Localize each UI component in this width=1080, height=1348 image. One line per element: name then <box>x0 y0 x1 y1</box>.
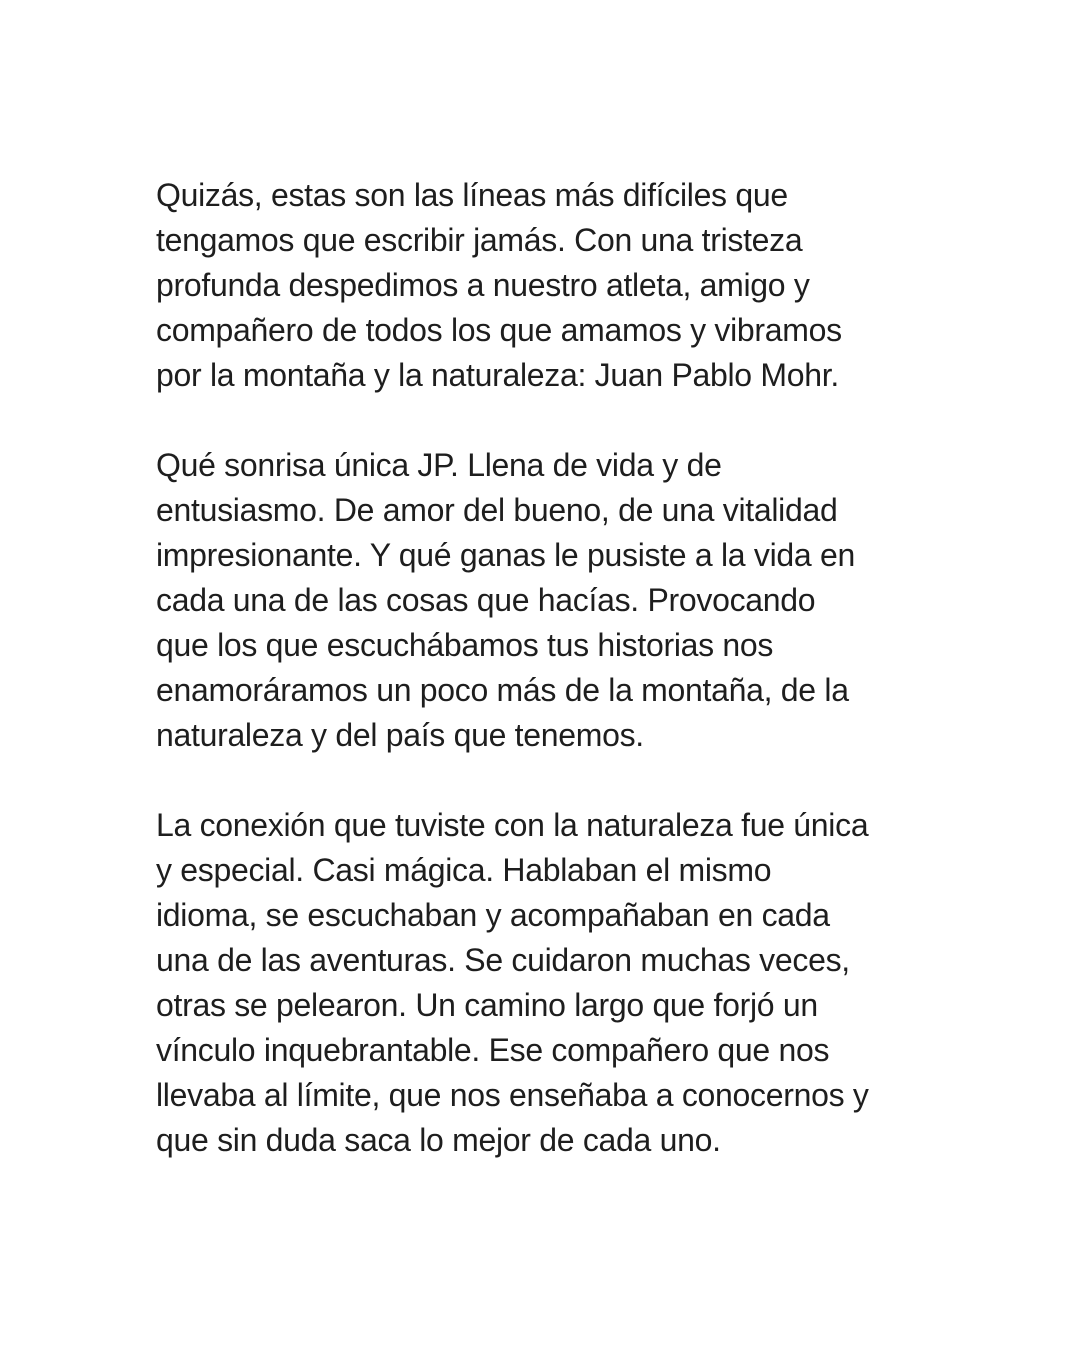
text-line: Quizás, estas son las líneas más difíciles que <box>156 177 788 213</box>
text-line: entusiasmo. De amor del bueno, de una vitalidad <box>156 492 838 528</box>
text-line: idioma, se escuchaban y acompañaban en cada <box>156 897 830 933</box>
text-line: tengamos que escribir jamás. Con una tristeza <box>156 222 803 258</box>
paragraph-2 <box>156 443 926 758</box>
text-line: vínculo inquebrantable. Ese compañero que nos <box>156 1032 830 1068</box>
text-line: que los que escuchábamos tus historias nos <box>156 627 774 663</box>
tribute-text <box>156 173 926 1208</box>
text-line: La conexión que tuviste con la naturaleza fue única <box>156 807 869 843</box>
text-line: por la montaña y la naturaleza: Juan Pablo Mohr. <box>156 357 839 393</box>
text-line: enamoráramos un poco más de la montaña, de la <box>156 672 849 708</box>
paragraph-1 <box>156 173 926 398</box>
text-line: Qué sonrisa única JP. Llena de vida y de <box>156 447 722 483</box>
text-line: impresionante. Y qué ganas le pusiste a la vida en <box>156 537 855 573</box>
text-line: otras se pelearon. Un camino largo que forjó un <box>156 987 818 1023</box>
text-line: que sin duda saca lo mejor de cada uno. <box>156 1122 721 1158</box>
paragraph-3 <box>156 803 926 1163</box>
text-line: y especial. Casi mágica. Hablaban el mismo <box>156 852 772 888</box>
text-line: una de las aventuras. Se cuidaron muchas veces, <box>156 942 850 978</box>
text-line: naturaleza y del país que tenemos. <box>156 717 644 753</box>
text-line: llevaba al límite, que nos enseñaba a conocernos y <box>156 1077 869 1113</box>
text-line: profunda despedimos a nuestro atleta, amigo y <box>156 267 810 303</box>
text-line: compañero de todos los que amamos y vibramos <box>156 312 842 348</box>
text-line: cada una de las cosas que hacías. Provocando <box>156 582 816 618</box>
